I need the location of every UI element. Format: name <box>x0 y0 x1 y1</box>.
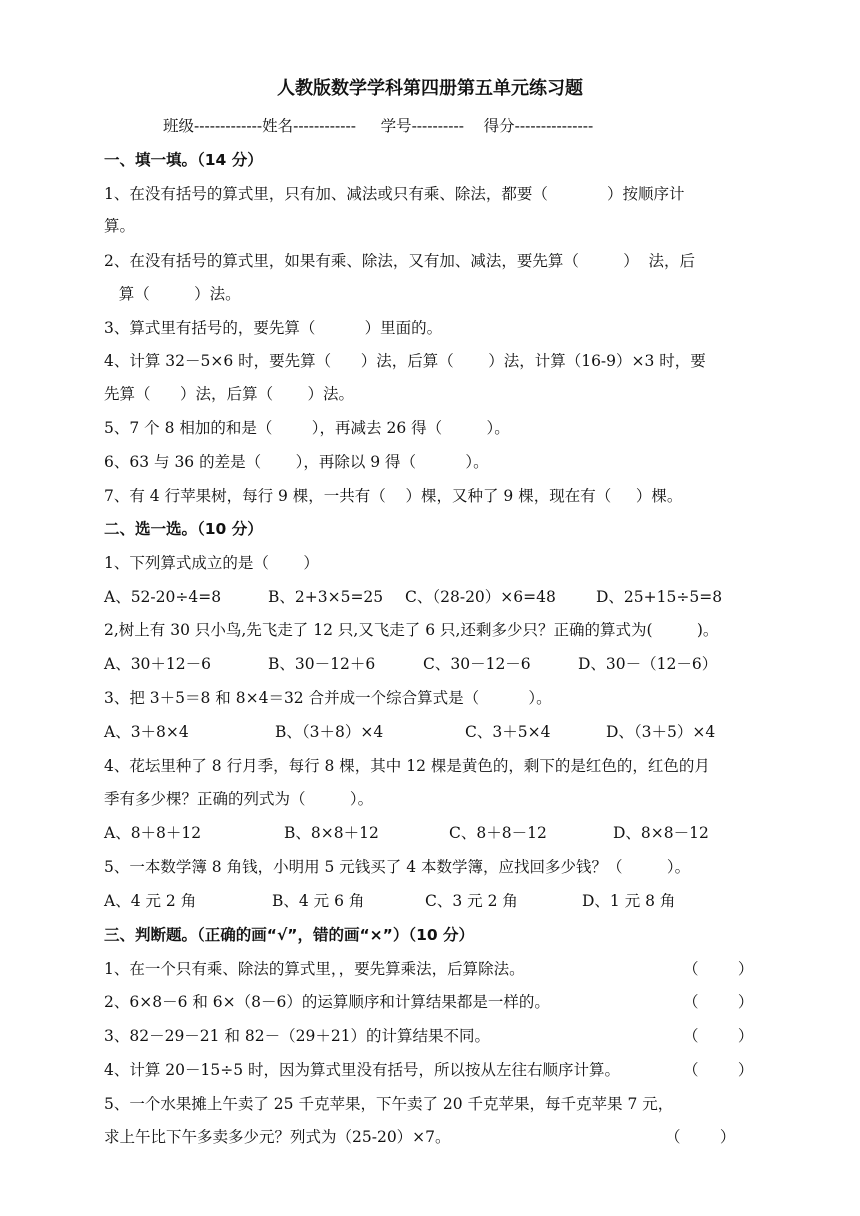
s2-q3-option-d: D、（3＋5）×4 <box>606 723 716 741</box>
s2-q1-option-b: B、2+3×5=25 <box>268 588 384 606</box>
s1-line-9: 6、63 与 36 的差是（ ），再除以 9 得（ ）。 <box>104 453 489 471</box>
s1-line-1: 1、在没有括号的算式里，只有加、减法或只有乘、除法，都要（ ）按顺序计 <box>104 185 685 203</box>
s2-q4-option-b: B、8×8＋12 <box>284 824 379 842</box>
section3-heading: 三、判断题。（正确的画“√”，错的画“×”）（10 分） <box>104 926 475 944</box>
s2-q4-line2: 季有多少棵？正确的列式为（ ）。 <box>104 790 374 808</box>
section1-heading: 一、填一填。（14 分） <box>104 151 263 169</box>
s1-line-10: 7、有 4 行苹果树，每行 9 棵，一共有（ ）棵，又种了 9 棵，现在有（ ）棵。 <box>104 487 683 505</box>
s2-q2: 2,树上有 30 只小鸟,先飞走了 12 只,又飞走了 6 只,还剩多少只？正确的算式为( )。 <box>104 621 719 639</box>
page-title: 人教版数学学科第四册第五单元练习题 <box>277 78 583 99</box>
s3-item-3: 3、82－29－21 和 82－（29＋21）的计算结果不同。 <box>104 1027 491 1045</box>
s3-item-3-answer-blank: （ ） <box>683 1027 754 1045</box>
s2-q2-option-a: A、30＋12－6 <box>104 655 212 673</box>
s3-item-1-answer-blank: （ ） <box>683 960 754 978</box>
s2-q3-option-b: B、（3＋8）×4 <box>275 723 384 741</box>
s2-q1: 1、下列算式成立的是（ ） <box>104 554 319 572</box>
s3-item-2-answer-blank: （ ） <box>683 993 754 1011</box>
s2-q5-option-b: B、4 元 6 角 <box>272 892 365 910</box>
s1-line-2: 算。 <box>104 217 136 235</box>
section2-heading: 二、选一选。（10 分） <box>104 520 263 538</box>
s1-line-8: 5、7 个 8 相加的和是（ ），再减去 26 得（ ）。 <box>104 419 510 437</box>
s2-q2-option-c: C、30－12－6 <box>423 655 531 673</box>
s1-line-4: 算（ ）法。 <box>104 285 241 303</box>
s2-q1-option-a: A、52-20÷4=8 <box>104 588 222 606</box>
s2-q5-option-c: C、3 元 2 角 <box>425 892 518 910</box>
s1-line-7: 先算（ ）法，后算（ ）法。 <box>104 385 355 403</box>
s1-line-6: 4、计算 32－5×6 时，要先算（ ）法，后算（ ）法，计算（16-9）×3 时，要 <box>104 352 706 370</box>
s2-q5: 5、一本数学簿 8 角钱，小明用 5 元钱买了 4 本数学簿，应找回多少钱？（ ）。 <box>104 858 691 876</box>
s2-q3-option-a: A、3＋8×4 <box>104 723 189 741</box>
s2-q5-option-d: D、1 元 8 角 <box>582 892 676 910</box>
s3-item-5-answer-blank: （ ） <box>665 1128 736 1146</box>
student-info-line: 班级-------------姓名------------ 学号---------- 得分--------------- <box>163 117 594 135</box>
s2-q4-option-d: D、8×8－12 <box>613 824 709 842</box>
s3-item-4: 4、计算 20－15÷5 时，因为算式里没有括号，所以按从左往右顺序计算。 <box>104 1061 621 1079</box>
s1-line-5: 3、算式里有括号的，要先算（ ）里面的。 <box>104 319 443 337</box>
s2-q2-option-d: D、30－（12－6） <box>578 655 718 673</box>
s3-item-1: 1、在一个只有乘、除法的算式里，，要先算乘法，后算除法。 <box>104 960 525 978</box>
s2-q3-option-c: C、3＋5×4 <box>465 723 551 741</box>
s2-q1-option-c: C、（28-20）×6=48 <box>405 588 556 606</box>
s2-q1-option-d: D、25+15÷5=8 <box>596 588 723 606</box>
s1-line-3: 2、在没有括号的算式里，如果有乘、除法，又有加、减法，要先算（ ） 法，后 <box>104 252 696 270</box>
s2-q4-option-a: A、8＋8＋12 <box>104 824 202 842</box>
s2-q3: 3、把 3＋5＝8 和 8×4＝32 合并成一个综合算式是（ ）。 <box>104 689 552 707</box>
s2-q4-option-c: C、8＋8－12 <box>449 824 547 842</box>
s3-item-5-line1: 5、一个水果摊上午卖了 25 千克苹果，下午卖了 20 千克苹果，每千克苹果 7 元， <box>104 1095 674 1113</box>
s2-q5-option-a: A、4 元 2 角 <box>104 892 197 910</box>
s3-item-5-line2: 求上午比下午多卖多少元？列式为（25-20）×7。 <box>104 1128 451 1146</box>
s3-item-4-answer-blank: （ ） <box>683 1061 754 1079</box>
s3-item-2: 2、6×8－6 和 6×（8－6）的运算顺序和计算结果都是一样的。 <box>104 993 550 1011</box>
s2-q2-option-b: B、30－12＋6 <box>268 655 376 673</box>
s2-q4-line1: 4、花坛里种了 8 行月季，每行 8 棵，其中 12 棵是黄色的，剩下的是红色的，红色的月 <box>104 757 710 775</box>
